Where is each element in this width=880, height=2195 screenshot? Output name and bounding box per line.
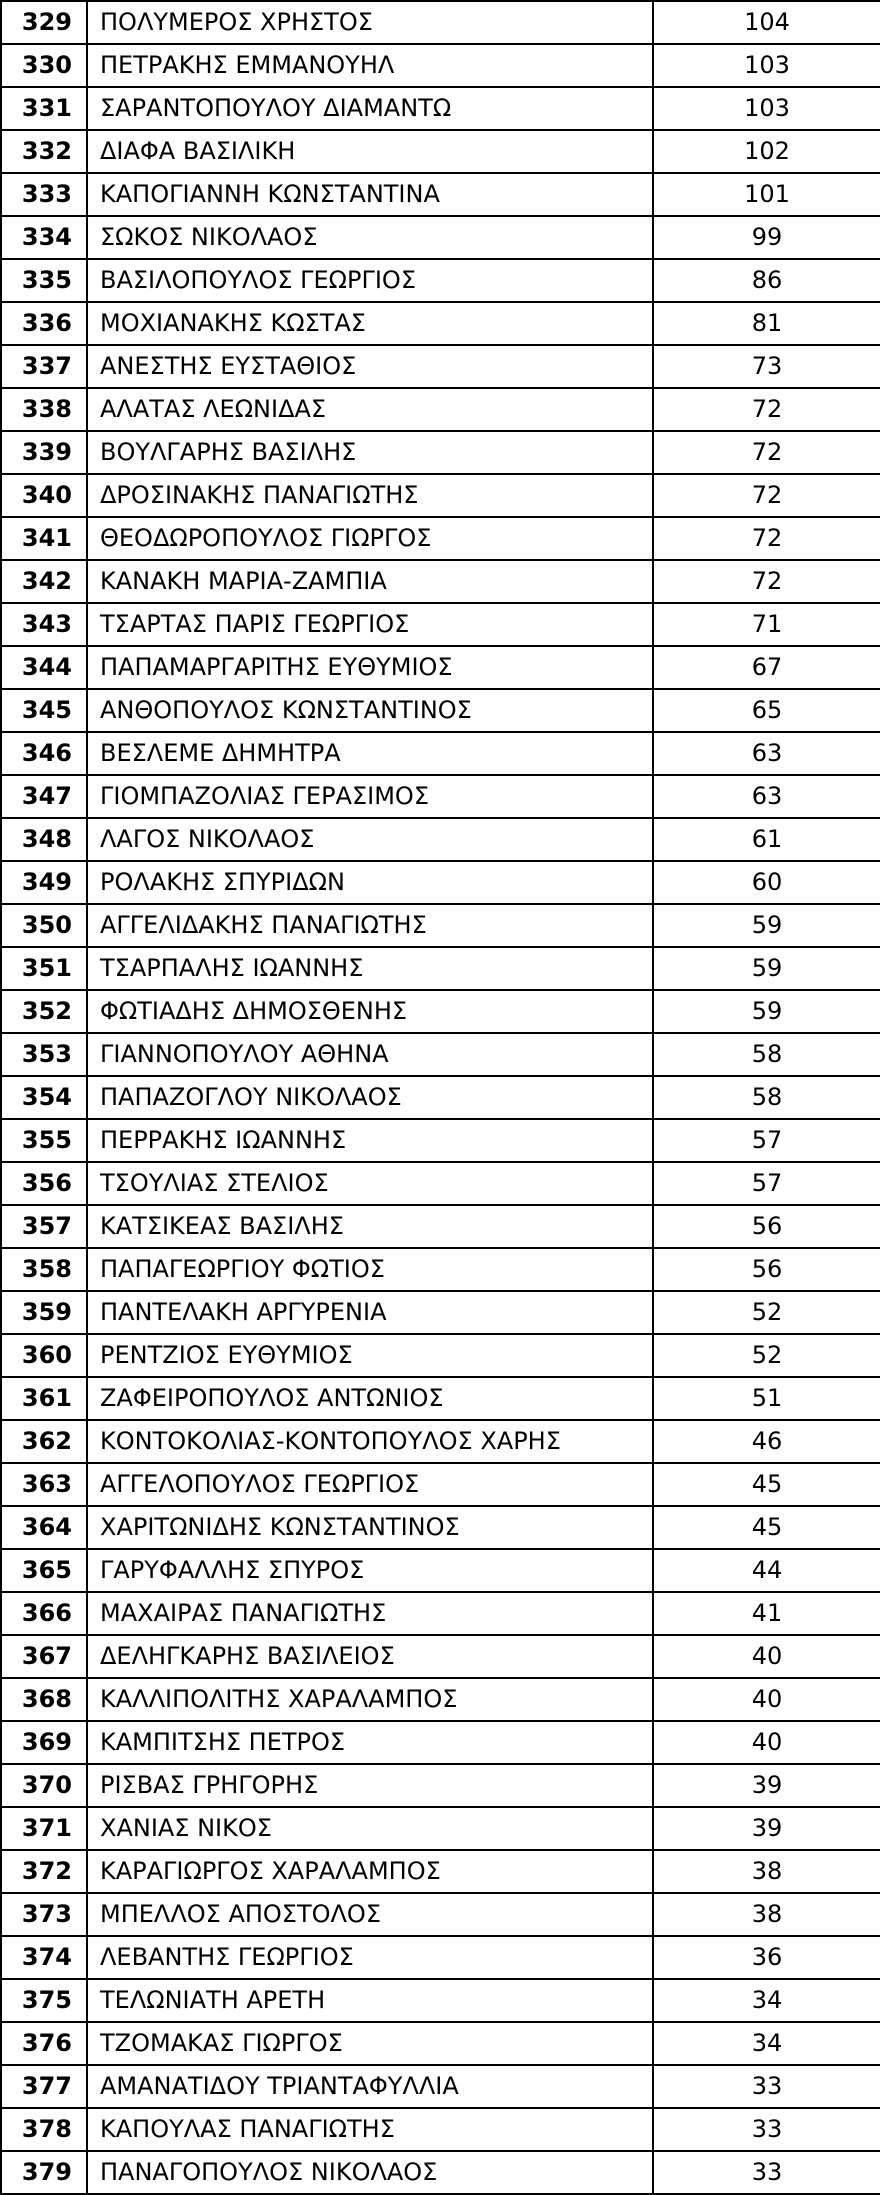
name-cell: ΑΜΑΝΑΤΙΔΟΥ ΤΡΙΑΝΤΑΦΥΛΛΙΑ bbox=[87, 2065, 653, 2108]
table-row bbox=[1, 1635, 880, 1678]
rank-cell: 370 bbox=[1, 1764, 87, 1807]
value-cell: 40 bbox=[653, 1678, 880, 1721]
table-row bbox=[1, 904, 880, 947]
table-row bbox=[1, 1033, 880, 1076]
table-row bbox=[1, 947, 880, 990]
table-row bbox=[1, 1334, 880, 1377]
value-cell: 59 bbox=[653, 947, 880, 990]
table-row bbox=[1, 302, 880, 345]
value-cell: 39 bbox=[653, 1764, 880, 1807]
value-cell: 72 bbox=[653, 560, 880, 603]
value-cell: 58 bbox=[653, 1033, 880, 1076]
rank-cell: 358 bbox=[1, 1248, 87, 1291]
name-cell: ΓΙΟΜΠΑΖΟΛΙΑΣ ΓΕΡΑΣΙΜΟΣ bbox=[87, 775, 653, 818]
table-row bbox=[1, 2108, 880, 2151]
name-cell: ΒΑΣΙΛΟΠΟΥΛΟΣ ΓΕΩΡΓΙΟΣ bbox=[87, 259, 653, 302]
table-row bbox=[1, 1119, 880, 1162]
rank-cell: 335 bbox=[1, 259, 87, 302]
rank-cell: 333 bbox=[1, 173, 87, 216]
value-cell: 56 bbox=[653, 1205, 880, 1248]
value-cell: 63 bbox=[653, 732, 880, 775]
table-row bbox=[1, 1, 880, 44]
rank-cell: 362 bbox=[1, 1420, 87, 1463]
value-cell: 44 bbox=[653, 1549, 880, 1592]
name-cell: ΓΙΑΝΝΟΠΟΥΛΟΥ ΑΘΗΝΑ bbox=[87, 1033, 653, 1076]
name-cell: ΜΠΕΛΛΟΣ ΑΠΟΣΤΟΛΟΣ bbox=[87, 1893, 653, 1936]
value-cell: 51 bbox=[653, 1377, 880, 1420]
value-cell: 72 bbox=[653, 431, 880, 474]
rank-cell: 363 bbox=[1, 1463, 87, 1506]
name-cell: ΦΩΤΙΑΔΗΣ ΔΗΜΟΣΘΕΝΗΣ bbox=[87, 990, 653, 1033]
value-cell: 40 bbox=[653, 1721, 880, 1764]
name-cell: ΖΑΦΕΙΡΟΠΟΥΛΟΣ ΑΝΤΩΝΙΟΣ bbox=[87, 1377, 653, 1420]
name-cell: ΔΙΑΦΑ ΒΑΣΙΛΙΚΗ bbox=[87, 130, 653, 173]
value-cell: 52 bbox=[653, 1291, 880, 1334]
value-cell: 67 bbox=[653, 646, 880, 689]
value-cell: 81 bbox=[653, 302, 880, 345]
value-cell: 33 bbox=[653, 2108, 880, 2151]
name-cell: ΚΑΤΣΙΚΕΑΣ ΒΑΣΙΛΗΣ bbox=[87, 1205, 653, 1248]
value-cell: 73 bbox=[653, 345, 880, 388]
table-row bbox=[1, 44, 880, 87]
value-cell: 56 bbox=[653, 1248, 880, 1291]
rank-cell: 375 bbox=[1, 1979, 87, 2022]
name-cell: ΠΕΡΡΑΚΗΣ ΙΩΑΝΝΗΣ bbox=[87, 1119, 653, 1162]
rank-cell: 332 bbox=[1, 130, 87, 173]
value-cell: 63 bbox=[653, 775, 880, 818]
table-row bbox=[1, 603, 880, 646]
rank-cell: 344 bbox=[1, 646, 87, 689]
table-row bbox=[1, 1463, 880, 1506]
name-cell: ΧΑΝΙΑΣ ΝΙΚΟΣ bbox=[87, 1807, 653, 1850]
rank-cell: 336 bbox=[1, 302, 87, 345]
name-cell: ΤΕΛΩΝΙΑΤΗ ΑΡΕΤΗ bbox=[87, 1979, 653, 2022]
name-cell: ΚΑΠΟΥΛΑΣ ΠΑΝΑΓΙΩΤΗΣ bbox=[87, 2108, 653, 2151]
value-cell: 101 bbox=[653, 173, 880, 216]
rank-cell: 364 bbox=[1, 1506, 87, 1549]
value-cell: 38 bbox=[653, 1850, 880, 1893]
name-cell: ΑΓΓΕΛΙΔΑΚΗΣ ΠΑΝΑΓΙΩΤΗΣ bbox=[87, 904, 653, 947]
name-cell: ΡΕΝΤΖΙΟΣ ΕΥΘΥΜΙΟΣ bbox=[87, 1334, 653, 1377]
value-cell: 59 bbox=[653, 990, 880, 1033]
rank-cell: 378 bbox=[1, 2108, 87, 2151]
value-cell: 72 bbox=[653, 474, 880, 517]
rank-cell: 371 bbox=[1, 1807, 87, 1850]
table-row bbox=[1, 2022, 880, 2065]
name-cell: ΔΕΛΗΓΚΑΡΗΣ ΒΑΣΙΛΕΙΟΣ bbox=[87, 1635, 653, 1678]
name-cell: ΜΑΧΑΙΡΑΣ ΠΑΝΑΓΙΩΤΗΣ bbox=[87, 1592, 653, 1635]
name-cell: ΣΩΚΟΣ ΝΙΚΟΛΑΟΣ bbox=[87, 216, 653, 259]
value-cell: 102 bbox=[653, 130, 880, 173]
value-cell: 36 bbox=[653, 1936, 880, 1979]
value-cell: 72 bbox=[653, 517, 880, 560]
table-row bbox=[1, 1248, 880, 1291]
name-cell: ΒΕΣΛΕΜΕ ΔΗΜΗΤΡΑ bbox=[87, 732, 653, 775]
rank-cell: 346 bbox=[1, 732, 87, 775]
table-row bbox=[1, 1936, 880, 1979]
table-row bbox=[1, 689, 880, 732]
value-cell: 41 bbox=[653, 1592, 880, 1635]
rank-cell: 331 bbox=[1, 87, 87, 130]
table-row bbox=[1, 1807, 880, 1850]
rank-cell: 329 bbox=[1, 1, 87, 44]
name-cell: ΑΓΓΕΛΟΠΟΥΛΟΣ ΓΕΩΡΓΙΟΣ bbox=[87, 1463, 653, 1506]
rank-cell: 330 bbox=[1, 44, 87, 87]
rank-cell: 355 bbox=[1, 1119, 87, 1162]
table-row bbox=[1, 1893, 880, 1936]
value-cell: 99 bbox=[653, 216, 880, 259]
value-cell: 39 bbox=[653, 1807, 880, 1850]
value-cell: 45 bbox=[653, 1463, 880, 1506]
name-cell: ΒΟΥΛΓΑΡΗΣ ΒΑΣΙΛΗΣ bbox=[87, 431, 653, 474]
table-row bbox=[1, 2151, 880, 2194]
table-row bbox=[1, 130, 880, 173]
value-cell: 40 bbox=[653, 1635, 880, 1678]
rank-cell: 341 bbox=[1, 517, 87, 560]
name-cell: ΤΣΟΥΛΙΑΣ ΣΤΕΛΙΟΣ bbox=[87, 1162, 653, 1205]
table-row bbox=[1, 775, 880, 818]
name-cell: ΡΟΛΑΚΗΣ ΣΠΥΡΙΔΩΝ bbox=[87, 861, 653, 904]
value-cell: 60 bbox=[653, 861, 880, 904]
rank-cell: 359 bbox=[1, 1291, 87, 1334]
rank-cell: 373 bbox=[1, 1893, 87, 1936]
table-row bbox=[1, 1979, 880, 2022]
table-row bbox=[1, 560, 880, 603]
table-row bbox=[1, 1678, 880, 1721]
name-cell: ΛΑΓΟΣ ΝΙΚΟΛΑΟΣ bbox=[87, 818, 653, 861]
name-cell: ΠΑΠΑΓΕΩΡΓΙΟΥ ΦΩΤΙΟΣ bbox=[87, 1248, 653, 1291]
name-cell: ΠΟΛΥΜΕΡΟΣ ΧΡΗΣΤΟΣ bbox=[87, 1, 653, 44]
value-cell: 104 bbox=[653, 1, 880, 44]
table-row bbox=[1, 431, 880, 474]
rank-cell: 354 bbox=[1, 1076, 87, 1119]
rank-cell: 345 bbox=[1, 689, 87, 732]
rank-cell: 339 bbox=[1, 431, 87, 474]
rank-cell: 352 bbox=[1, 990, 87, 1033]
name-cell: ΘΕΟΔΩΡΟΠΟΥΛΟΣ ΓΙΩΡΓΟΣ bbox=[87, 517, 653, 560]
rank-cell: 337 bbox=[1, 345, 87, 388]
rank-cell: 377 bbox=[1, 2065, 87, 2108]
name-cell: ΚΑΝΑΚΗ ΜΑΡΙΑ-ΖΑΜΠΙΑ bbox=[87, 560, 653, 603]
value-cell: 57 bbox=[653, 1119, 880, 1162]
value-cell: 57 bbox=[653, 1162, 880, 1205]
rank-cell: 353 bbox=[1, 1033, 87, 1076]
rank-cell: 374 bbox=[1, 1936, 87, 1979]
value-cell: 61 bbox=[653, 818, 880, 861]
name-cell: ΚΑΠΟΓΙΑΝΝΗ ΚΩΝΣΤΑΝΤΙΝΑ bbox=[87, 173, 653, 216]
name-cell: ΑΛΑΤΑΣ ΛΕΩΝΙΔΑΣ bbox=[87, 388, 653, 431]
value-cell: 34 bbox=[653, 2022, 880, 2065]
table-row bbox=[1, 861, 880, 904]
rank-cell: 342 bbox=[1, 560, 87, 603]
value-cell: 52 bbox=[653, 1334, 880, 1377]
rank-cell: 343 bbox=[1, 603, 87, 646]
name-cell: ΤΖΟΜΑΚΑΣ ΓΙΩΡΓΟΣ bbox=[87, 2022, 653, 2065]
table-row bbox=[1, 1205, 880, 1248]
name-cell: ΠΑΠΑΜΑΡΓΑΡΙΤΗΣ ΕΥΘΥΜΙΟΣ bbox=[87, 646, 653, 689]
rank-cell: 338 bbox=[1, 388, 87, 431]
table-row bbox=[1, 1549, 880, 1592]
ranking-table-body bbox=[1, 1, 880, 2194]
name-cell: ΚΑΡΑΓΙΩΡΓΟΣ ΧΑΡΑΛΑΜΠΟΣ bbox=[87, 1850, 653, 1893]
table-row bbox=[1, 1764, 880, 1807]
value-cell: 45 bbox=[653, 1506, 880, 1549]
rank-cell: 368 bbox=[1, 1678, 87, 1721]
name-cell: ΣΑΡΑΝΤΟΠΟΥΛΟΥ ΔΙΑΜΑΝΤΩ bbox=[87, 87, 653, 130]
table-row bbox=[1, 259, 880, 302]
rank-cell: 367 bbox=[1, 1635, 87, 1678]
rank-cell: 366 bbox=[1, 1592, 87, 1635]
value-cell: 33 bbox=[653, 2065, 880, 2108]
table-row bbox=[1, 474, 880, 517]
table-row bbox=[1, 1291, 880, 1334]
rank-cell: 348 bbox=[1, 818, 87, 861]
table-row bbox=[1, 818, 880, 861]
name-cell: ΚΑΜΠΙΤΣΗΣ ΠΕΤΡΟΣ bbox=[87, 1721, 653, 1764]
rank-cell: 350 bbox=[1, 904, 87, 947]
name-cell: ΤΣΑΡΠΑΛΗΣ ΙΩΑΝΝΗΣ bbox=[87, 947, 653, 990]
table-row bbox=[1, 1162, 880, 1205]
value-cell: 38 bbox=[653, 1893, 880, 1936]
table-row bbox=[1, 1076, 880, 1119]
name-cell: ΛΕΒΑΝΤΗΣ ΓΕΩΡΓΙΟΣ bbox=[87, 1936, 653, 1979]
table-row bbox=[1, 1506, 880, 1549]
value-cell: 59 bbox=[653, 904, 880, 947]
name-cell: ΠΑΝΤΕΛΑΚΗ ΑΡΓΥΡΕΝΙΑ bbox=[87, 1291, 653, 1334]
value-cell: 72 bbox=[653, 388, 880, 431]
rank-cell: 357 bbox=[1, 1205, 87, 1248]
name-cell: ΚΑΛΛΙΠΟΛΙΤΗΣ ΧΑΡΑΛΑΜΠΟΣ bbox=[87, 1678, 653, 1721]
table-row bbox=[1, 388, 880, 431]
value-cell: 86 bbox=[653, 259, 880, 302]
table-row bbox=[1, 345, 880, 388]
name-cell: ΠΕΤΡΑΚΗΣ ΕΜΜΑΝΟΥΗΛ bbox=[87, 44, 653, 87]
name-cell: ΠΑΝΑΓΟΠΟΥΛΟΣ ΝΙΚΟΛΑΟΣ bbox=[87, 2151, 653, 2194]
rank-cell: 351 bbox=[1, 947, 87, 990]
value-cell: 46 bbox=[653, 1420, 880, 1463]
name-cell: ΑΝΕΣΤΗΣ ΕΥΣΤΑΘΙΟΣ bbox=[87, 345, 653, 388]
rank-cell: 379 bbox=[1, 2151, 87, 2194]
table-row bbox=[1, 2065, 880, 2108]
name-cell: ΡΙΣΒΑΣ ΓΡΗΓΟΡΗΣ bbox=[87, 1764, 653, 1807]
table-row bbox=[1, 1850, 880, 1893]
table-row bbox=[1, 517, 880, 560]
name-cell: ΓΑΡΥΦΑΛΛΗΣ ΣΠΥΡΟΣ bbox=[87, 1549, 653, 1592]
rank-cell: 372 bbox=[1, 1850, 87, 1893]
value-cell: 103 bbox=[653, 87, 880, 130]
table-row bbox=[1, 1420, 880, 1463]
name-cell: ΤΣΑΡΤΑΣ ΠΑΡΙΣ ΓΕΩΡΓΙΟΣ bbox=[87, 603, 653, 646]
name-cell: ΚΟΝΤΟΚΟΛΙΑΣ-ΚΟΝΤΟΠΟΥΛΟΣ ΧΑΡΗΣ bbox=[87, 1420, 653, 1463]
table-row bbox=[1, 732, 880, 775]
name-cell: ΑΝΘΟΠΟΥΛΟΣ ΚΩΝΣΤΑΝΤΙΝΟΣ bbox=[87, 689, 653, 732]
rank-cell: 365 bbox=[1, 1549, 87, 1592]
table-row bbox=[1, 87, 880, 130]
name-cell: ΧΑΡΙΤΩΝΙΔΗΣ ΚΩΝΣΤΑΝΤΙΝΟΣ bbox=[87, 1506, 653, 1549]
table-row bbox=[1, 1377, 880, 1420]
value-cell: 33 bbox=[653, 2151, 880, 2194]
name-cell: ΔΡΟΣΙΝΑΚΗΣ ΠΑΝΑΓΙΩΤΗΣ bbox=[87, 474, 653, 517]
rank-cell: 347 bbox=[1, 775, 87, 818]
rank-cell: 349 bbox=[1, 861, 87, 904]
value-cell: 71 bbox=[653, 603, 880, 646]
table-row bbox=[1, 990, 880, 1033]
value-cell: 34 bbox=[653, 1979, 880, 2022]
rank-cell: 356 bbox=[1, 1162, 87, 1205]
rank-cell: 369 bbox=[1, 1721, 87, 1764]
value-cell: 58 bbox=[653, 1076, 880, 1119]
table-row bbox=[1, 646, 880, 689]
rank-cell: 376 bbox=[1, 2022, 87, 2065]
table-row bbox=[1, 216, 880, 259]
table-row bbox=[1, 1721, 880, 1764]
rank-cell: 340 bbox=[1, 474, 87, 517]
name-cell: ΠΑΠΑΖΟΓΛΟΥ ΝΙΚΟΛΑΟΣ bbox=[87, 1076, 653, 1119]
rank-cell: 361 bbox=[1, 1377, 87, 1420]
value-cell: 103 bbox=[653, 44, 880, 87]
rank-cell: 360 bbox=[1, 1334, 87, 1377]
rank-cell: 334 bbox=[1, 216, 87, 259]
name-cell: ΜΟΧΙΑΝΑΚΗΣ ΚΩΣΤΑΣ bbox=[87, 302, 653, 345]
value-cell: 65 bbox=[653, 689, 880, 732]
table-row bbox=[1, 1592, 880, 1635]
table-row bbox=[1, 173, 880, 216]
